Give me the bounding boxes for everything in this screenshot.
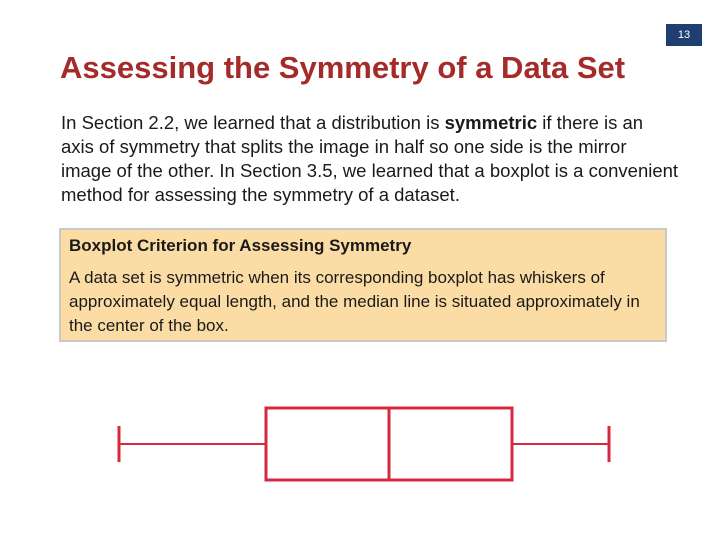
criterion-heading: Boxplot Criterion for Assessing Symmetry	[69, 236, 412, 255]
symmetric-boxplot-illustration	[108, 400, 638, 488]
criterion-text: A data set is symmetric when its corresponding boxplot has whiskers of approximately equal length, and the median line is situated approximately in the center of the box.	[69, 268, 640, 335]
page-number: 13	[666, 24, 702, 46]
body-text-emphasis: symmetric	[444, 112, 538, 133]
body-text-part2: if there is an axis of symmetry that splits the image in half so one side is the mirror image of the other. In Section 3.5, we learned that a boxplot is a convenient method for assessing the symmetry of a dataset.	[61, 112, 679, 205]
body-text-part1: In Section 2.2, we learned that a distribution is	[61, 112, 445, 133]
criterion-box	[59, 228, 667, 342]
body-paragraph	[61, 111, 681, 207]
slide-title: Assessing the Symmetry of a Data Set	[60, 50, 626, 85]
